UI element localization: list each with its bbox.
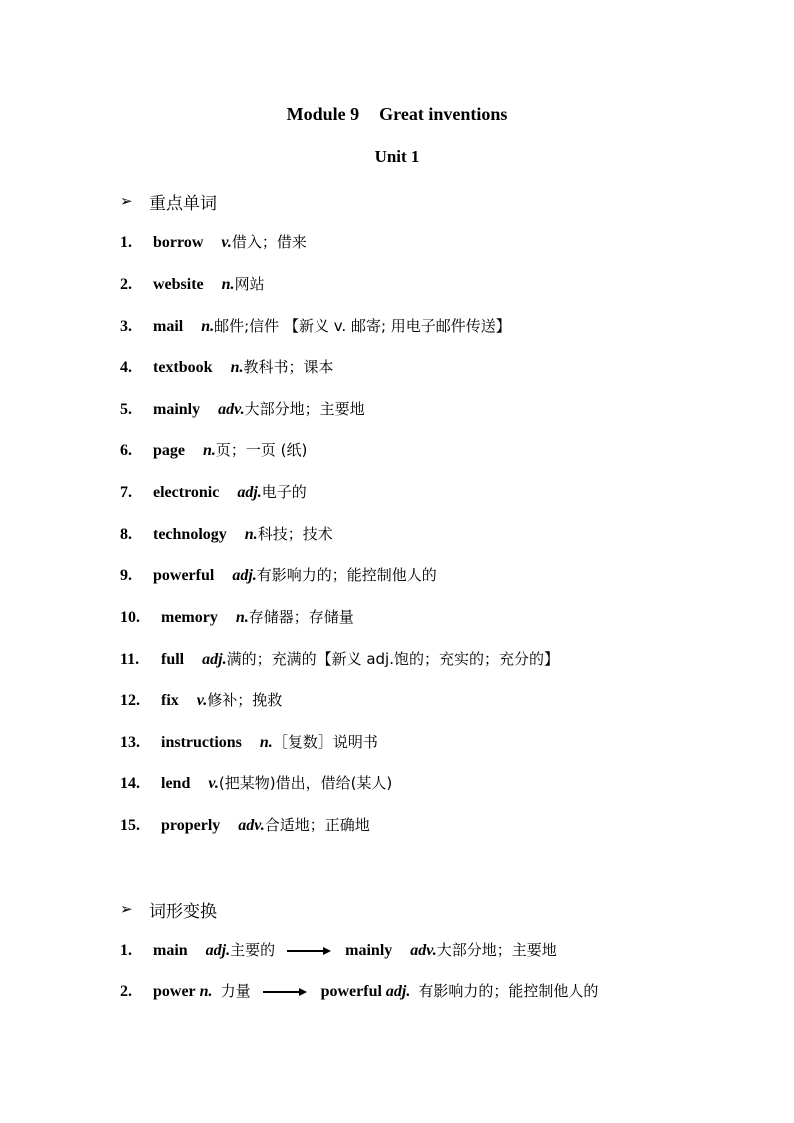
- item-number: 1.: [120, 234, 132, 251]
- item-number: 5.: [120, 401, 132, 418]
- section-heading-key-words: [120, 189, 217, 214]
- list-item: [120, 648, 559, 670]
- base-meaning: 力量: [220, 982, 251, 1000]
- list-item: [120, 689, 282, 711]
- right-arrow-icon: [263, 987, 307, 997]
- word-form-item: [120, 980, 598, 1002]
- module-label: Module 9: [286, 104, 360, 124]
- list-item: [120, 315, 511, 337]
- vocab-word: full: [161, 651, 185, 668]
- vocab-meaning: (把某物)借出，借给(某人): [218, 774, 393, 792]
- part-of-speech: adv.: [218, 401, 245, 418]
- item-number: 2.: [120, 983, 132, 1000]
- vocab-word: electronic: [153, 484, 220, 501]
- derived-word: mainly: [345, 942, 393, 959]
- right-arrow-icon: [287, 946, 331, 956]
- list-item: [120, 439, 307, 461]
- list-item: [120, 564, 437, 586]
- vocab-word: instructions: [161, 734, 242, 751]
- vocab-word: fix: [161, 692, 179, 709]
- item-number: 11.: [120, 651, 140, 668]
- item-number: 9.: [120, 567, 132, 584]
- base-part-of-speech: adj.: [205, 942, 231, 959]
- part-of-speech: n.: [259, 734, 273, 751]
- vocab-meaning: 大部分地；主要地: [244, 400, 365, 418]
- vocab-word: website: [153, 276, 204, 293]
- list-item: [120, 731, 378, 753]
- vocab-word: properly: [161, 817, 221, 834]
- derived-meaning: 有影响力的；能控制他人的: [418, 982, 599, 1000]
- vocab-meaning: 邮件;信件 【新义 v. 邮寄; 用电子邮件传送】: [214, 317, 511, 335]
- part-of-speech: adj.: [232, 567, 257, 584]
- vocab-meaning: 满的；充满的【新义 adj.饱的；充实的；充分的】: [226, 650, 559, 668]
- item-number: 13.: [120, 734, 140, 751]
- vocab-meaning: 教科书；课本: [243, 358, 334, 376]
- part-of-speech: v.: [196, 692, 208, 709]
- list-item: [120, 814, 370, 836]
- vocab-meaning: 存储器；存储量: [248, 608, 354, 626]
- derived-part-of-speech: adj.: [385, 983, 411, 1000]
- list-item: [120, 356, 333, 378]
- vocab-word: mainly: [153, 401, 201, 418]
- part-of-speech: n.: [230, 359, 244, 376]
- arrow-bullet-icon: ➢: [120, 902, 133, 918]
- section-heading-word-forms: [120, 897, 217, 922]
- part-of-speech: v.: [221, 234, 232, 251]
- list-item: [120, 273, 265, 295]
- list-item: [120, 523, 333, 545]
- part-of-speech: n.: [235, 609, 249, 626]
- part-of-speech: adv.: [238, 817, 265, 834]
- word-form-item: [120, 939, 557, 961]
- vocab-meaning: 页；一页 (纸): [215, 441, 308, 459]
- list-item: [120, 481, 307, 503]
- vocab-word: mail: [153, 318, 184, 335]
- part-of-speech: adj.: [202, 651, 227, 668]
- item-number: 2.: [120, 276, 132, 293]
- derived-meaning: 大部分地；主要地: [436, 941, 557, 959]
- base-word: power: [153, 983, 196, 1000]
- page-title: [0, 104, 794, 125]
- derived-part-of-speech: adv.: [410, 942, 437, 959]
- item-number: 6.: [120, 442, 132, 459]
- item-number: 10.: [120, 609, 140, 626]
- item-number: 12.: [120, 692, 140, 709]
- part-of-speech: n.: [221, 276, 235, 293]
- item-number: 15.: [120, 817, 140, 834]
- vocab-word: page: [153, 442, 185, 459]
- section-title: 词形变换: [149, 902, 217, 922]
- item-number: 3.: [120, 318, 132, 335]
- vocab-meaning: ［复数］说明书: [272, 733, 378, 751]
- vocab-word: memory: [161, 609, 218, 626]
- item-number: 4.: [120, 359, 132, 376]
- unit-heading: Unit 1: [374, 147, 420, 166]
- derived-word: powerful: [320, 983, 382, 1000]
- part-of-speech: n.: [201, 318, 215, 335]
- arrow-bullet-icon: ➢: [120, 194, 133, 210]
- vocab-meaning: 修补；挽救: [207, 691, 283, 709]
- item-number: 14.: [120, 775, 140, 792]
- base-part-of-speech: n.: [199, 983, 213, 1000]
- module-title: Great inventions: [379, 104, 508, 124]
- vocab-meaning: 借入；借来: [231, 233, 307, 251]
- vocab-word: textbook: [153, 359, 213, 376]
- part-of-speech: adj.: [237, 484, 262, 501]
- base-meaning: 主要的: [230, 941, 276, 959]
- item-number: 1.: [120, 942, 132, 959]
- list-item: [120, 606, 354, 628]
- vocab-word: technology: [153, 526, 227, 543]
- vocab-word: lend: [161, 775, 191, 792]
- vocab-meaning: 有影响力的；能控制他人的: [256, 566, 437, 584]
- vocab-meaning: 科技；技术: [257, 525, 333, 543]
- part-of-speech: n.: [203, 442, 216, 459]
- part-of-speech: n.: [244, 526, 258, 543]
- base-word: main: [153, 942, 188, 959]
- item-number: 8.: [120, 526, 132, 543]
- list-item: [120, 772, 392, 794]
- vocab-word: powerful: [153, 567, 215, 584]
- vocab-meaning: 网站: [234, 275, 265, 293]
- list-item: [120, 398, 365, 420]
- list-item: [120, 231, 307, 253]
- vocab-meaning: 合适地；正确地: [264, 816, 370, 834]
- item-number: 7.: [120, 484, 132, 501]
- vocab-meaning: 电子的: [261, 483, 307, 501]
- vocab-word: borrow: [153, 234, 204, 251]
- part-of-speech: v.: [208, 775, 219, 792]
- section-title: 重点单词: [149, 194, 217, 214]
